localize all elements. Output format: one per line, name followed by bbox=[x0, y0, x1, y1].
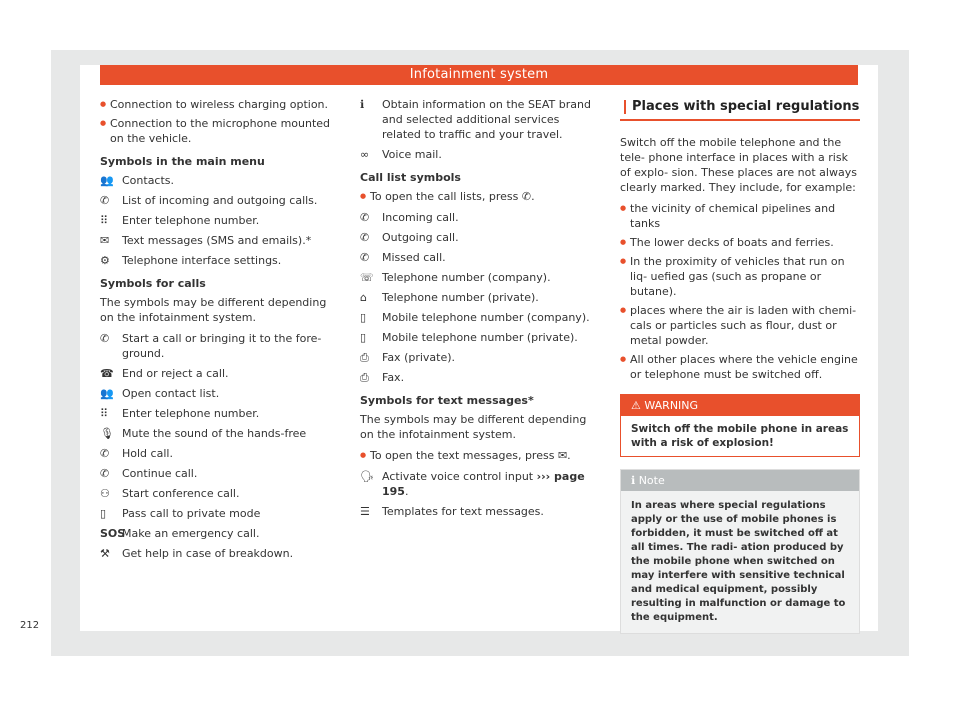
symbol-description: Telephone interface settings. bbox=[122, 254, 282, 267]
symbol-row bbox=[100, 526, 340, 541]
symbol-description: Start a call or bringing it to the fore- ground. bbox=[122, 332, 322, 360]
hold-call-icon: ✆ bbox=[100, 447, 110, 460]
start-call-icon: ✆ bbox=[100, 332, 110, 345]
bullet-item: ● Connection to wireless charging option. bbox=[100, 97, 340, 112]
breakdown-icon: ⚒ bbox=[100, 547, 110, 560]
sos-icon: SOS bbox=[100, 527, 126, 540]
symbol-row bbox=[100, 253, 340, 268]
text-messages-instruction-text: To open the text messages, press bbox=[370, 449, 555, 462]
symbol-description: Telephone number (company). bbox=[382, 271, 551, 284]
note-title: Note bbox=[638, 474, 665, 487]
service-symbols bbox=[360, 97, 600, 162]
note-box bbox=[620, 469, 860, 634]
outgoing-call-icon: ✆ bbox=[360, 231, 370, 244]
column-2 bbox=[360, 97, 600, 524]
symbol-row bbox=[360, 370, 600, 385]
section-heading-text: Places with special regulations bbox=[632, 99, 860, 114]
symbol-row bbox=[100, 193, 340, 208]
symbol-description: Missed call. bbox=[382, 251, 446, 264]
call-symbols bbox=[100, 331, 340, 561]
symbol-description: Contacts. bbox=[122, 174, 175, 187]
symbol-row bbox=[100, 233, 340, 248]
envelope-icon: ✉ bbox=[100, 234, 110, 247]
bullet-item: ● All other places where the vehicle engine or telephone must be switched off. bbox=[620, 352, 860, 382]
symbol-description: Fax (private). bbox=[382, 351, 456, 364]
main-menu-symbols bbox=[100, 173, 340, 268]
note-text: In areas where special regulations apply or the use of mobile phones is forbidden, it must be switched off at all times. The radi- ation produced by the mobile phone when switched on may interfere with sensitive technical and medical equipment, possibly resulting in malfunction or damage to the equipment. bbox=[631, 500, 846, 623]
symbol-description-end: . bbox=[404, 485, 409, 498]
end-call-icon: ☎ bbox=[100, 367, 114, 380]
bullet-item: ● The lower decks of boats and ferries. bbox=[620, 235, 860, 250]
info-icon: ℹ bbox=[360, 98, 365, 111]
symbol-row bbox=[100, 506, 340, 521]
page-number: 212 bbox=[20, 620, 40, 631]
text-messages-instruction bbox=[360, 448, 600, 463]
bullet-item: ● places where the air is laden with chemi- cals or particles such as flour, dust or metal powder. bbox=[620, 303, 860, 348]
symbol-row bbox=[100, 386, 340, 401]
call-list-symbols bbox=[360, 210, 600, 385]
symbol-description: Open contact list. bbox=[122, 387, 220, 400]
symbol-description: Start conference call. bbox=[122, 487, 240, 500]
incoming-call-icon: ✆ bbox=[360, 211, 370, 224]
symbol-description: Enter telephone number. bbox=[122, 407, 260, 420]
symbol-description: Obtain information on the SEAT brand and selected additional services related to traffic and your travel. bbox=[382, 98, 591, 141]
keypad-icon: ⠿ bbox=[100, 407, 109, 420]
symbol-description: Text messages (SMS and emails).* bbox=[122, 234, 312, 247]
symbol-description: Continue call. bbox=[122, 467, 198, 480]
symbol-row bbox=[100, 426, 340, 441]
symbol-row bbox=[100, 466, 340, 481]
continue-call-icon: ✆ bbox=[100, 467, 110, 480]
warning-header bbox=[621, 395, 859, 416]
warning-text: Switch off the mobile phone in areas with a risk of explosion! bbox=[631, 423, 849, 449]
symbol-description: End or reject a call. bbox=[122, 367, 229, 380]
bullet-item: ● In the proximity of vehicles that run on liq- uefied gas (such as propane or butane). bbox=[620, 254, 860, 299]
symbol-row bbox=[100, 406, 340, 421]
symbol-description: Outgoing call. bbox=[382, 231, 459, 244]
text-messages-instruction-end: . bbox=[567, 449, 571, 462]
symbol-description: Mute the sound of the hands-free bbox=[122, 427, 307, 440]
column-1 bbox=[100, 97, 340, 566]
manual-page bbox=[20, 65, 878, 631]
bullet-item: ● the vicinity of chemical pipelines and tanks bbox=[620, 201, 860, 231]
symbol-row bbox=[100, 446, 340, 461]
mobile-company-icon: ▯ bbox=[360, 311, 367, 324]
symbol-row bbox=[100, 331, 340, 361]
call-list-instruction bbox=[360, 189, 600, 204]
symbol-row bbox=[100, 486, 340, 501]
symbol-row bbox=[360, 97, 600, 142]
warning-box bbox=[620, 394, 860, 457]
symbol-row bbox=[360, 270, 600, 285]
symbol-row bbox=[360, 210, 600, 225]
symbol-row bbox=[360, 504, 600, 519]
symbol-row bbox=[100, 213, 340, 228]
symbol-description: Incoming call. bbox=[382, 211, 459, 224]
section-heading bbox=[620, 97, 860, 121]
symbol-description: Hold call. bbox=[122, 447, 173, 460]
call-list-heading: Call list symbols bbox=[360, 171, 461, 184]
voicemail-icon: ∞ bbox=[360, 148, 370, 161]
calls-heading: Symbols for calls bbox=[100, 277, 206, 290]
gear-icon: ⚙ bbox=[100, 254, 110, 267]
phone-company-icon: ☏ bbox=[360, 271, 374, 284]
column-3 bbox=[620, 97, 860, 634]
phone-private-icon: ⌂ bbox=[360, 291, 367, 304]
symbol-description: List of incoming and outgoing calls. bbox=[122, 194, 318, 207]
info-icon: ℹ bbox=[631, 474, 636, 487]
page-header: Infotainment system bbox=[100, 65, 858, 85]
note-header bbox=[621, 470, 859, 491]
symbol-row bbox=[360, 310, 600, 325]
bullet-item: ● Connection to the microphone mounted on the vehicle. bbox=[100, 116, 340, 146]
symbol-description: Get help in case of breakdown. bbox=[122, 547, 294, 560]
warning-icon: ⚠ bbox=[631, 399, 641, 412]
contacts-icon: 👥 bbox=[100, 174, 114, 187]
fax-icon: ⎙ bbox=[360, 371, 369, 384]
symbol-description: Telephone number (private). bbox=[382, 291, 539, 304]
mobile-private-icon: ▯ bbox=[360, 331, 367, 344]
symbol-row bbox=[360, 330, 600, 345]
symbol-row bbox=[360, 147, 600, 162]
symbol-row bbox=[360, 250, 600, 265]
templates-icon: ☰ bbox=[360, 505, 370, 518]
symbol-row bbox=[100, 173, 340, 188]
call-list-icon: ✆ bbox=[521, 190, 532, 203]
warning-title: WARNING bbox=[644, 399, 699, 412]
symbol-description bbox=[382, 504, 600, 519]
symbol-description: Mobile telephone number (private). bbox=[382, 331, 578, 344]
conference-icon: ⚇ bbox=[100, 487, 110, 500]
microphone-icon: 🎙 bbox=[100, 427, 114, 440]
page-reference-link[interactable]: ››› page 195 bbox=[382, 470, 585, 498]
call-list-instruction-text: To open the call lists, press bbox=[370, 190, 519, 203]
main-menu-heading: Symbols in the main menu bbox=[100, 155, 265, 168]
places-list bbox=[620, 201, 860, 382]
call-list-instruction-end: . bbox=[531, 190, 535, 203]
symbol-description: Voice mail. bbox=[382, 148, 442, 161]
symbol-description bbox=[382, 469, 600, 499]
contacts-icon: 👥 bbox=[100, 387, 114, 400]
symbol-description-text: Templates for text messages. bbox=[382, 505, 544, 518]
fax-private-icon: ⎙ bbox=[360, 351, 369, 364]
call-list-icon: ✆ bbox=[100, 194, 110, 207]
text-message-symbols bbox=[360, 469, 600, 519]
missed-call-icon: ✆ bbox=[360, 251, 370, 264]
symbol-description: Pass call to private mode bbox=[122, 507, 261, 520]
symbol-row bbox=[100, 366, 340, 381]
symbol-row bbox=[360, 230, 600, 245]
symbol-row bbox=[100, 546, 340, 561]
section-intro: Switch off the mobile telephone and the tele- phone interface in places with a risk of explo- sion. These places are not always clearly marked. They include, for example: bbox=[620, 136, 857, 194]
symbol-description: Make an emergency call. bbox=[122, 527, 260, 540]
keypad-icon: ⠿ bbox=[100, 214, 109, 227]
symbol-description: Mobile telephone number (company). bbox=[382, 311, 590, 324]
symbol-row bbox=[360, 350, 600, 365]
symbol-description-text: Activate voice control input bbox=[382, 470, 534, 483]
text-messages-heading: Symbols for text messages* bbox=[360, 394, 534, 407]
calls-intro: The symbols may be different depending on the infotainment system. bbox=[100, 296, 327, 324]
private-mode-icon: ▯ bbox=[100, 507, 107, 520]
symbol-row bbox=[360, 290, 600, 305]
text-messages-intro: The symbols may be different depending on the infotainment system. bbox=[360, 413, 587, 441]
symbol-description: Enter telephone number. bbox=[122, 214, 260, 227]
envelope-icon: ✉ bbox=[557, 449, 568, 462]
voice-control-icon: 🗣 bbox=[360, 470, 374, 483]
symbol-description: Fax. bbox=[382, 371, 405, 384]
symbol-row bbox=[360, 469, 600, 499]
